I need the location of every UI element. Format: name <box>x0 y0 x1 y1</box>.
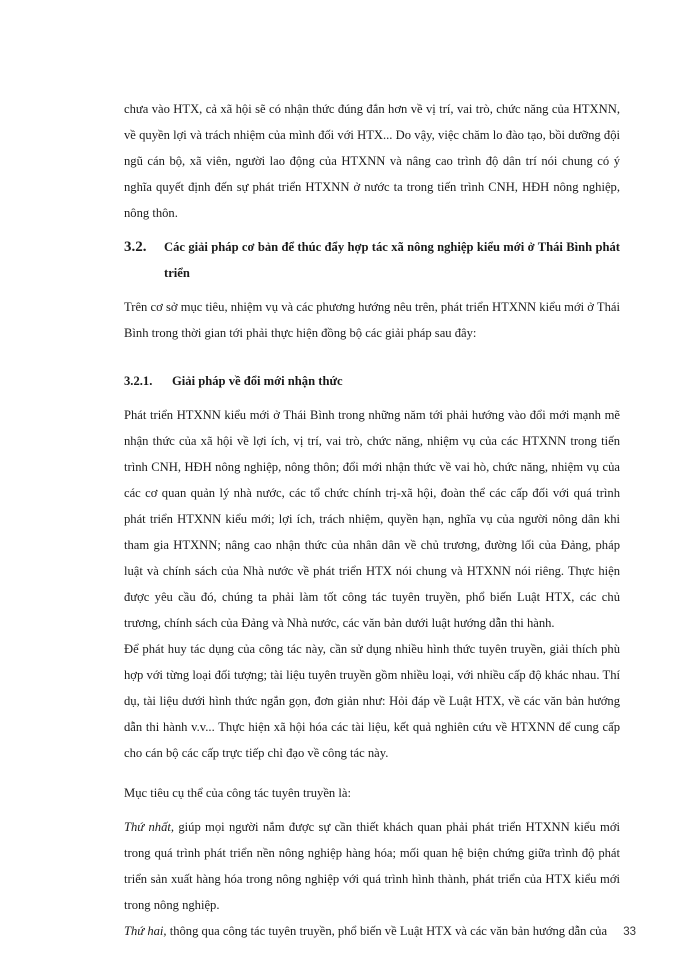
paragraph-text: giúp mọi người nắm được sự cần thiết khách quan phải phát triển HTXNN kiểu mới trong quá trình phát triển nền nông nghiệp hàng hóa; mối quan hệ biện chứng giữa trình độ phát triển sản xuất hàng hóa trong nông nghiệp với quá trình hình thành, phát triển của HTX kiểu mới trong nông nghiệp. <box>124 820 620 912</box>
paragraph-lead: Thứ hai, <box>124 924 167 938</box>
subsection-title: Giải pháp về đổi mới nhận thức <box>172 374 343 388</box>
page-body <box>124 96 620 944</box>
subsection-number: 3.2.1. <box>124 374 153 388</box>
section-heading <box>124 234 620 286</box>
section-title: Các giải pháp cơ bản để thúc đẩy hợp tác xã nông nghiệp kiểu mới ở Thái Bình phát triển <box>164 240 620 280</box>
paragraph-body: Để phát huy tác dụng của công tác này, cần sử dụng nhiều hình thức tuyên truyền, giải thích phù hợp với từng loại đối tượng; tài liệu tuyên truyền gồm nhiều loại, với nhiều cấp độ khác nhau. Thí dụ, tài liệu dưới hình thức ngắn gọn, đơn giản như: Hỏi đáp về Luật HTX, về các văn bản hướng dẫn thi hành v.v... Thực hiện xã hội hóa các tài liệu, kết quả nghiên cứu về HTXNN để cung cấp cho cán bộ các cấp trực tiếp chỉ đạo về công tác này. <box>124 642 620 760</box>
paragraph-text: thông qua công tác tuyên truyền, phổ biến về Luật HTX và các văn bản hướng dẫn của <box>166 924 608 938</box>
paragraph-intro: Trên cơ sở mục tiêu, nhiệm vụ và các phương hướng nêu trên, phát triển HTXNN kiểu mới ở Thái Bình trong thời gian tới phải thực hiện đồng bộ các giải pháp sau đây: <box>124 300 620 340</box>
section-number: 3.2. <box>124 239 147 255</box>
paragraph-second-objective <box>124 918 620 944</box>
paragraph-objectives: Mục tiêu cụ thể của công tác tuyên truyền là: <box>124 786 351 800</box>
paragraph-body: Phát triển HTXNN kiểu mới ở Thái Bình trong những năm tới phải hướng vào đổi mới mạnh mẽ nhận thức của xã hội về lợi ích, vị trí, vai trò, chức năng, nhiệm vụ của các HTXNN trong tiến trình CNH, HĐH nông nghiệp, nông thôn; đổi mới nhận thức về vai hò, chức năng, nhiệm vụ của các cơ quan quản lý nhà nước, các tổ chức chính trị-xã hội, đoàn thể các cấp đối với quá trình phát triển HTXNN kiểu mới; lợi ích, trách nhiệm, quyền hạn, nghĩa vụ của người nông dân khi tham gia HTXNN; nâng cao nhận thức của nhân dân về chủ trương, đường lối của Đảng, pháp luật và chính sách của Nhà nước về phát triển HTX nói chung và HTXNN nói riêng. Thực hiện được yêu cầu đó, chúng ta phải làm tốt công tác tuyên truyền, phổ biến Luật HTX, các chủ trương, chính sách của Đảng và Nhà nước, các văn bản dưới luật hướng dẫn thi hành. <box>124 408 620 630</box>
page-number: 33 <box>623 926 636 938</box>
paragraph-first-objective <box>124 814 620 918</box>
subsection-heading <box>124 368 620 394</box>
paragraph-lead: Thứ nhất, <box>124 820 175 834</box>
paragraph-continuation: chưa vào HTX, cả xã hội sẽ có nhận thức đúng đắn hơn về vị trí, vai trò, chức năng của HTXNN, về quyền lợi và trách nhiệm của mình đối với HTX... Do vậy, việc chăm lo đào tạo, bồi dưỡng đội ngũ cán bộ, xã viên, người lao động của HTXNN và nâng cao trình độ dân trí nói chung có ý nghĩa quyết định đến sự phát triển HTXNN ở nước ta trong tiến trình CNH, HĐH nông nghiệp, nông thôn. <box>124 102 620 220</box>
